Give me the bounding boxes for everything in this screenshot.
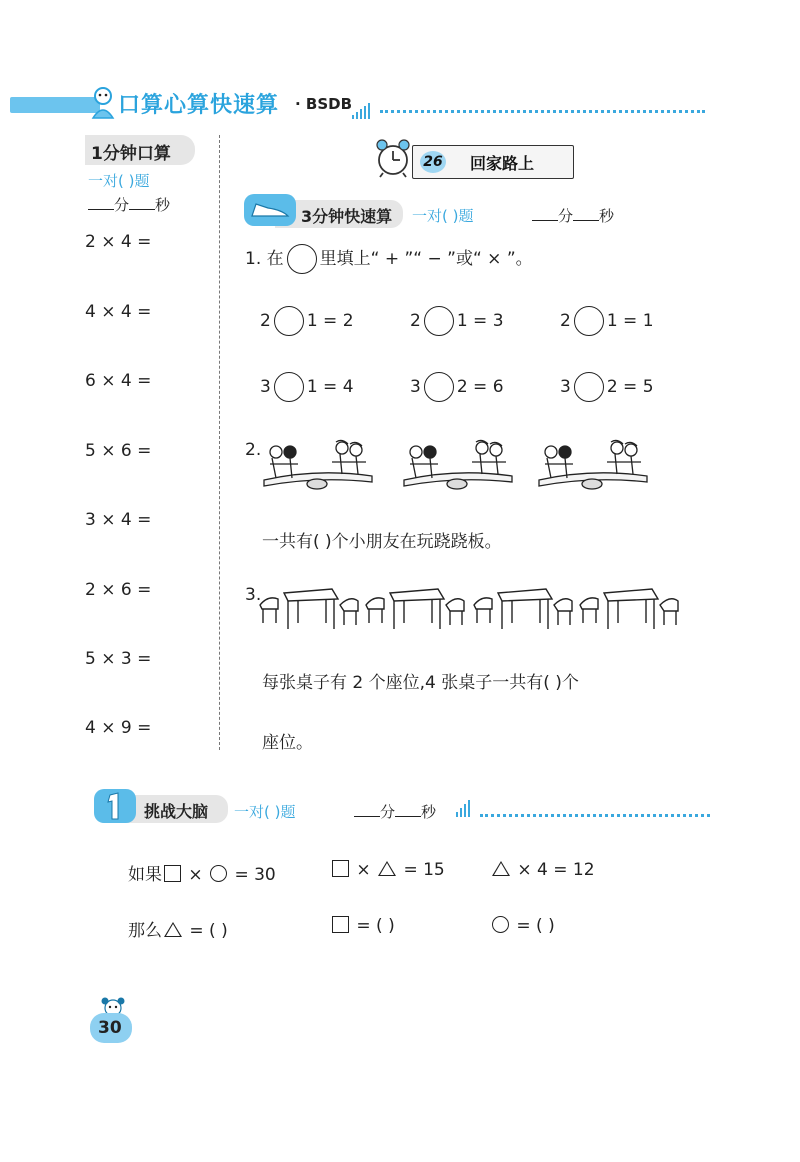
answer-circle[interactable] [574, 372, 604, 402]
column-divider [219, 135, 220, 750]
header-tick-icon [352, 100, 372, 119]
q1-operand: 2 [410, 311, 421, 331]
left-equation: 5 × 3 = [85, 649, 152, 669]
challenge-line2: 那么 = ( ) [128, 921, 228, 941]
q1-item [560, 306, 654, 336]
circle-icon [210, 865, 227, 882]
header-bar [10, 97, 100, 113]
sneaker-icon [242, 192, 298, 228]
challenge-line2-b: = ( ) [330, 916, 395, 936]
left-equation: 6 × 4 = [85, 371, 152, 391]
seesaw-kids-illustration [262, 438, 682, 492]
section2-dotted-line [480, 814, 710, 817]
triangle-icon [378, 861, 396, 876]
left-equation: 4 × 9 = [85, 718, 152, 738]
q1-operand: 3 [560, 377, 571, 397]
q1-operand: 3 [410, 377, 421, 397]
section2-label: 挑战大脑 [118, 795, 228, 823]
challenge-line1-b: × = 15 [330, 860, 445, 880]
answer-circle[interactable] [274, 306, 304, 336]
left-equation: 2 × 4 = [85, 232, 152, 252]
header-code: · BSDB [295, 95, 353, 113]
q1-item [410, 372, 504, 402]
q1-rest: 1 = 3 [456, 311, 504, 331]
alarm-clock-icon [374, 138, 412, 178]
left-equation: 2 × 6 = [85, 580, 152, 600]
challenge-line1-c: × 4 = 12 [490, 860, 595, 880]
q3-line1: 每张桌子有 2 个座位,4 张桌子一共有( )个 [262, 673, 579, 693]
q1-item [560, 372, 654, 402]
mascot-icon [88, 84, 118, 120]
q1-rest: 1 = 2 [306, 311, 354, 331]
answer-circle[interactable] [424, 372, 454, 402]
triangle-icon [492, 861, 510, 876]
q3-line2: 座位。 [262, 733, 313, 753]
q1-operand: 2 [260, 311, 271, 331]
answer-circle[interactable] [424, 306, 454, 336]
page-number: 30 [98, 1018, 122, 1038]
q1-rest: 1 = 1 [606, 311, 654, 331]
q3-number: 3. [245, 585, 262, 605]
q1-item [260, 372, 354, 402]
left-equation: 5 × 6 = [85, 441, 152, 461]
circle-icon [492, 916, 509, 933]
q1-rest: 2 = 5 [606, 377, 654, 397]
left-correct-count: 一对( )题 [88, 172, 150, 190]
section2-time: 分 秒 [354, 801, 436, 822]
challenge-line1: 如果 × = 30 [128, 865, 276, 885]
triangle-icon [164, 922, 182, 937]
left-equation: 3 × 4 = [85, 510, 152, 530]
q1-prompt: 1. 在 里填上“ + ”“ − ”或“ × ”。 [245, 244, 533, 274]
q2-number: 2. [245, 440, 262, 460]
square-icon [332, 916, 349, 933]
square-icon [164, 865, 181, 882]
answer-circle[interactable] [274, 372, 304, 402]
lesson-title: 回家路上 [470, 154, 535, 173]
q2-text: 一共有( )个小朋友在玩跷跷板。 [262, 532, 502, 552]
q1-rest: 2 = 6 [456, 377, 504, 397]
challenge-line2-c: = ( ) [490, 916, 555, 936]
q1-rest: 1 = 4 [306, 377, 354, 397]
q1-operand: 2 [560, 311, 571, 331]
tables-chairs-illustration [258, 583, 683, 633]
square-icon [332, 860, 349, 877]
header-dotted-line [380, 110, 705, 113]
q1-item [260, 306, 354, 336]
answer-circle[interactable] [574, 306, 604, 336]
q1-item [410, 306, 504, 336]
blank-circle-icon [287, 244, 317, 274]
q1-operand: 3 [260, 377, 271, 397]
section2-correct-count: 一对( )题 [234, 803, 296, 821]
section2-tick-icon [456, 798, 472, 817]
left-section-tag: 1分钟口算 [85, 135, 195, 165]
left-equation: 4 × 4 = [85, 302, 152, 322]
header-title: 口算心算快速算 [118, 93, 280, 118]
section1-time: 分 秒 [532, 205, 614, 226]
number-one-icon [92, 787, 138, 825]
left-time: 分 秒 [88, 194, 170, 215]
section1-label: 3分钟快速算 [275, 200, 403, 228]
section1-correct-count: 一对( )题 [412, 207, 474, 225]
lesson-number: 26 [420, 151, 446, 173]
